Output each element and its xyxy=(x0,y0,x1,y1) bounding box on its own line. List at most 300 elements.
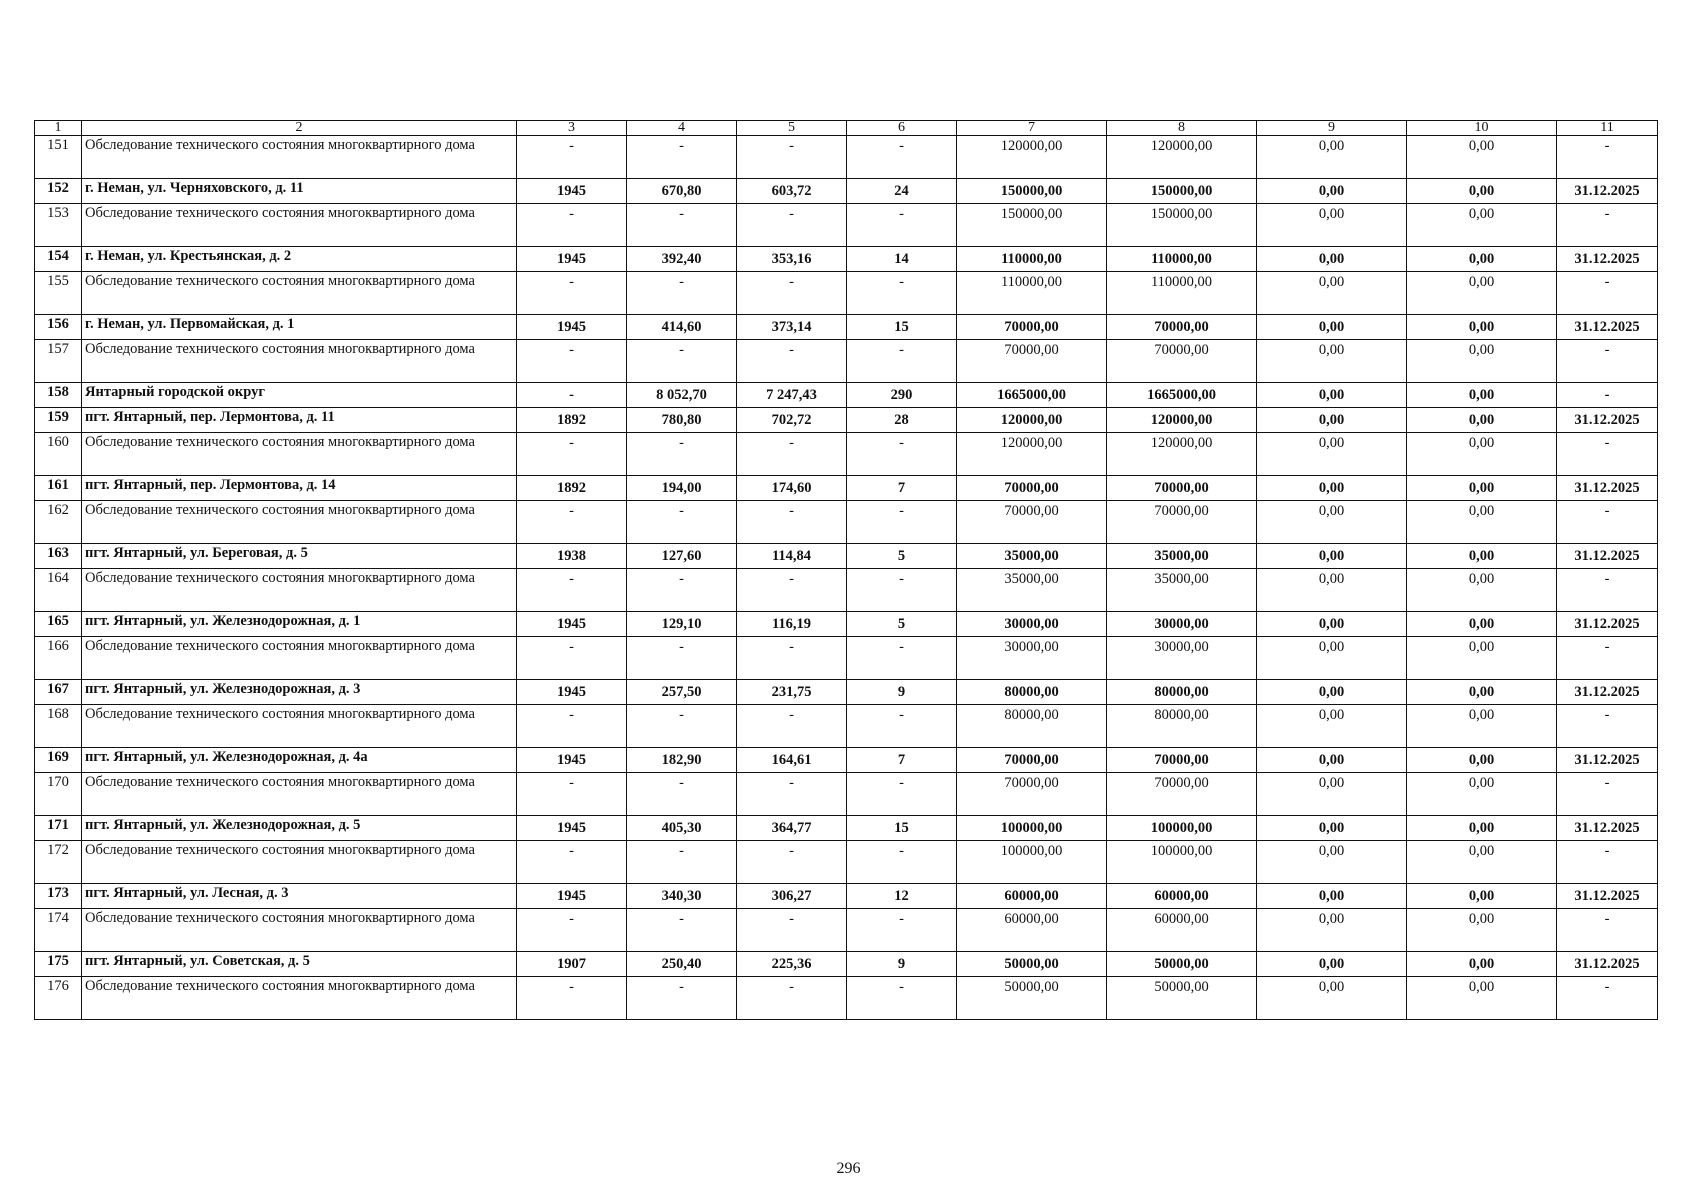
row-name-cell: Обследование технического состояния многоквартирного дома xyxy=(82,204,517,247)
table-cell: 0,00 xyxy=(1257,408,1407,433)
table-row xyxy=(35,179,1658,204)
table-cell: 31.12.2025 xyxy=(1557,544,1658,569)
column-header: 10 xyxy=(1407,121,1557,136)
table-cell: - xyxy=(627,204,737,247)
table-cell: 120000,00 xyxy=(1107,408,1257,433)
table-cell: 30000,00 xyxy=(1107,637,1257,680)
row-number-cell: 159 xyxy=(35,408,82,433)
column-header: 7 xyxy=(957,121,1107,136)
table-cell: 7 xyxy=(847,476,957,501)
table-row xyxy=(35,501,1658,544)
row-name-cell: пгт. Янтарный, ул. Береговая, д. 5 xyxy=(82,544,517,569)
table-cell: - xyxy=(847,272,957,315)
table-cell: - xyxy=(847,433,957,476)
table-cell: 150000,00 xyxy=(1107,204,1257,247)
table-cell: 110000,00 xyxy=(957,247,1107,272)
row-number-cell: 175 xyxy=(35,952,82,977)
table-cell: 702,72 xyxy=(737,408,847,433)
table-cell: 306,27 xyxy=(737,884,847,909)
table-cell: 0,00 xyxy=(1257,136,1407,179)
table-cell: 15 xyxy=(847,816,957,841)
table-cell: - xyxy=(1557,204,1658,247)
row-name-cell: пгт. Янтарный, пер. Лермонтова, д. 11 xyxy=(82,408,517,433)
table-row xyxy=(35,315,1658,340)
table-cell: 100000,00 xyxy=(1107,816,1257,841)
row-name-cell: Обследование технического состояния многоквартирного дома xyxy=(82,977,517,1020)
table-cell: - xyxy=(737,204,847,247)
table-cell: 0,00 xyxy=(1257,272,1407,315)
row-number-cell: 166 xyxy=(35,637,82,680)
table-cell: 0,00 xyxy=(1407,501,1557,544)
table-cell: 0,00 xyxy=(1407,977,1557,1020)
row-name-cell: Обследование технического состояния многоквартирного дома xyxy=(82,272,517,315)
table-cell: - xyxy=(517,841,627,884)
table-row xyxy=(35,136,1658,179)
table-cell: 225,36 xyxy=(737,952,847,977)
table-cell: 14 xyxy=(847,247,957,272)
row-name-cell: Обследование технического состояния многоквартирного дома xyxy=(82,705,517,748)
page-number: 296 xyxy=(836,1160,861,1177)
table-cell: 1945 xyxy=(517,748,627,773)
table-cell: - xyxy=(627,340,737,383)
table-cell: 0,00 xyxy=(1257,569,1407,612)
table-cell: - xyxy=(737,977,847,1020)
table-cell: - xyxy=(517,773,627,816)
table-cell: 257,50 xyxy=(627,680,737,705)
table-cell: 1938 xyxy=(517,544,627,569)
table-row xyxy=(35,544,1658,569)
document-table-container xyxy=(34,120,1657,1020)
table-cell: 50000,00 xyxy=(1107,977,1257,1020)
table-cell: 110000,00 xyxy=(1107,272,1257,315)
table-cell: 0,00 xyxy=(1407,340,1557,383)
table-cell: 70000,00 xyxy=(957,748,1107,773)
table-row xyxy=(35,612,1658,637)
table-cell: - xyxy=(1557,909,1658,952)
table-cell: 0,00 xyxy=(1407,544,1557,569)
table-cell: 0,00 xyxy=(1257,977,1407,1020)
table-cell: 100000,00 xyxy=(957,841,1107,884)
table-cell: 30000,00 xyxy=(957,612,1107,637)
table-cell: - xyxy=(847,977,957,1020)
table-cell: 70000,00 xyxy=(1107,476,1257,501)
table-cell: 60000,00 xyxy=(957,884,1107,909)
table-cell: 0,00 xyxy=(1407,569,1557,612)
table-cell: 414,60 xyxy=(627,315,737,340)
table-row xyxy=(35,705,1658,748)
table-cell: - xyxy=(627,705,737,748)
table-body xyxy=(35,136,1658,1020)
table-cell: - xyxy=(737,841,847,884)
table-cell: 114,84 xyxy=(737,544,847,569)
table-cell: 31.12.2025 xyxy=(1557,680,1658,705)
row-number-cell: 156 xyxy=(35,315,82,340)
table-row xyxy=(35,569,1658,612)
row-name-cell: Обследование технического состояния многоквартирного дома xyxy=(82,433,517,476)
table-cell: 0,00 xyxy=(1257,501,1407,544)
row-name-cell: Обследование технического состояния многоквартирного дома xyxy=(82,136,517,179)
table-cell: 1665000,00 xyxy=(957,383,1107,408)
row-name-cell: Обследование технического состояния многоквартирного дома xyxy=(82,569,517,612)
table-cell: - xyxy=(1557,637,1658,680)
table-cell: - xyxy=(737,773,847,816)
table-cell: - xyxy=(627,501,737,544)
table-cell: 0,00 xyxy=(1407,476,1557,501)
table-cell: 31.12.2025 xyxy=(1557,247,1658,272)
table-cell: 120000,00 xyxy=(957,408,1107,433)
row-number-cell: 168 xyxy=(35,705,82,748)
table-cell: 31.12.2025 xyxy=(1557,612,1658,637)
table-cell: 150000,00 xyxy=(957,179,1107,204)
table-cell: - xyxy=(517,383,627,408)
column-header: 11 xyxy=(1557,121,1658,136)
table-cell: 110000,00 xyxy=(957,272,1107,315)
table-cell: - xyxy=(627,569,737,612)
table-cell: 0,00 xyxy=(1257,612,1407,637)
row-name-cell: пгт. Янтарный, ул. Железнодорожная, д. 5 xyxy=(82,816,517,841)
row-number-cell: 155 xyxy=(35,272,82,315)
table-cell: 0,00 xyxy=(1257,315,1407,340)
table-cell: 0,00 xyxy=(1257,204,1407,247)
table-cell: 0,00 xyxy=(1257,816,1407,841)
table-cell: 60000,00 xyxy=(1107,884,1257,909)
table-cell: 7 247,43 xyxy=(737,383,847,408)
table-cell: - xyxy=(517,501,627,544)
table-cell: - xyxy=(847,773,957,816)
table-cell: 0,00 xyxy=(1257,841,1407,884)
table-cell: - xyxy=(1557,383,1658,408)
table-cell: 0,00 xyxy=(1407,773,1557,816)
table-cell: 70000,00 xyxy=(957,773,1107,816)
table-cell: 0,00 xyxy=(1407,315,1557,340)
table-cell: - xyxy=(847,340,957,383)
table-cell: - xyxy=(517,433,627,476)
row-number-cell: 163 xyxy=(35,544,82,569)
table-cell: - xyxy=(517,977,627,1020)
table-cell: - xyxy=(517,909,627,952)
table-cell: - xyxy=(737,272,847,315)
table-cell: - xyxy=(737,705,847,748)
table-cell: - xyxy=(847,204,957,247)
row-number-cell: 153 xyxy=(35,204,82,247)
table-cell: - xyxy=(1557,841,1658,884)
table-cell: - xyxy=(627,433,737,476)
table-cell: 0,00 xyxy=(1257,383,1407,408)
table-cell: - xyxy=(1557,773,1658,816)
table-cell: 0,00 xyxy=(1257,340,1407,383)
table-cell: 0,00 xyxy=(1407,272,1557,315)
table-cell: 110000,00 xyxy=(1107,247,1257,272)
table-cell: 116,19 xyxy=(737,612,847,637)
table-cell: 31.12.2025 xyxy=(1557,476,1658,501)
table-cell: 9 xyxy=(847,680,957,705)
table-row xyxy=(35,952,1658,977)
row-number-cell: 167 xyxy=(35,680,82,705)
table-cell: 30000,00 xyxy=(1107,612,1257,637)
table-cell: 31.12.2025 xyxy=(1557,315,1658,340)
table-row xyxy=(35,816,1658,841)
table-cell: 24 xyxy=(847,179,957,204)
row-name-cell: Обследование технического состояния многоквартирного дома xyxy=(82,773,517,816)
table-cell: 120000,00 xyxy=(957,433,1107,476)
table-cell: 80000,00 xyxy=(1107,705,1257,748)
table-cell: 35000,00 xyxy=(957,544,1107,569)
row-name-cell: пгт. Янтарный, ул. Советская, д. 5 xyxy=(82,952,517,977)
table-cell: - xyxy=(517,637,627,680)
table-cell: 31.12.2025 xyxy=(1557,952,1658,977)
table-row xyxy=(35,340,1658,383)
table-cell: - xyxy=(737,433,847,476)
column-header: 3 xyxy=(517,121,627,136)
table-cell: 0,00 xyxy=(1407,637,1557,680)
table-cell: 0,00 xyxy=(1257,773,1407,816)
column-header: 2 xyxy=(82,121,517,136)
table-cell: 31.12.2025 xyxy=(1557,179,1658,204)
table-cell: 0,00 xyxy=(1257,884,1407,909)
table-cell: 0,00 xyxy=(1257,680,1407,705)
table-row xyxy=(35,383,1658,408)
row-name-cell: пгт. Янтарный, ул. Лесная, д. 3 xyxy=(82,884,517,909)
table-cell: - xyxy=(517,340,627,383)
table-cell: 31.12.2025 xyxy=(1557,408,1658,433)
table-cell: 603,72 xyxy=(737,179,847,204)
table-row xyxy=(35,977,1658,1020)
table-cell: 1945 xyxy=(517,247,627,272)
table-cell: 70000,00 xyxy=(1107,315,1257,340)
table-cell: - xyxy=(847,909,957,952)
table-cell: 12 xyxy=(847,884,957,909)
table-cell: 35000,00 xyxy=(1107,544,1257,569)
table-row xyxy=(35,204,1658,247)
table-cell: 364,77 xyxy=(737,816,847,841)
table-row xyxy=(35,884,1658,909)
table-cell: 70000,00 xyxy=(957,501,1107,544)
table-cell: - xyxy=(847,136,957,179)
row-number-cell: 173 xyxy=(35,884,82,909)
table-cell: 670,80 xyxy=(627,179,737,204)
table-cell: 31.12.2025 xyxy=(1557,816,1658,841)
table-row xyxy=(35,841,1658,884)
row-name-cell: пгт. Янтарный, пер. Лермонтова, д. 14 xyxy=(82,476,517,501)
table-cell: 8 052,70 xyxy=(627,383,737,408)
table-cell: 0,00 xyxy=(1407,952,1557,977)
table-cell: 194,00 xyxy=(627,476,737,501)
table-cell: 150000,00 xyxy=(957,204,1107,247)
table-cell: 0,00 xyxy=(1407,433,1557,476)
table-cell: 0,00 xyxy=(1257,544,1407,569)
column-header: 8 xyxy=(1107,121,1257,136)
table-cell: 30000,00 xyxy=(957,637,1107,680)
table-header-row xyxy=(35,121,1658,136)
table-cell: 120000,00 xyxy=(1107,136,1257,179)
table-row xyxy=(35,680,1658,705)
table-cell: 0,00 xyxy=(1407,748,1557,773)
table-cell: 70000,00 xyxy=(957,315,1107,340)
table-cell: 0,00 xyxy=(1407,680,1557,705)
table-cell: 0,00 xyxy=(1257,179,1407,204)
table-row xyxy=(35,408,1658,433)
table-cell: 0,00 xyxy=(1407,884,1557,909)
table-cell: 0,00 xyxy=(1407,816,1557,841)
table-cell: 405,30 xyxy=(627,816,737,841)
table-cell: 1945 xyxy=(517,179,627,204)
table-cell: - xyxy=(847,637,957,680)
table-cell: 80000,00 xyxy=(957,680,1107,705)
table-cell: 0,00 xyxy=(1407,408,1557,433)
table-cell: - xyxy=(1557,977,1658,1020)
table-cell: 7 xyxy=(847,748,957,773)
row-name-cell: Обследование технического состояния многоквартирного дома xyxy=(82,340,517,383)
table-cell: - xyxy=(627,909,737,952)
row-number-cell: 165 xyxy=(35,612,82,637)
table-cell: 1945 xyxy=(517,680,627,705)
table-cell: - xyxy=(627,272,737,315)
table-cell: 0,00 xyxy=(1407,909,1557,952)
table-cell: 0,00 xyxy=(1257,909,1407,952)
row-name-cell: Обследование технического состояния многоквартирного дома xyxy=(82,501,517,544)
table-cell: 353,16 xyxy=(737,247,847,272)
row-name-cell: Янтарный городской округ xyxy=(82,383,517,408)
table-cell: 0,00 xyxy=(1407,204,1557,247)
table-cell: 1945 xyxy=(517,612,627,637)
table-cell: - xyxy=(737,637,847,680)
table-cell: 35000,00 xyxy=(1107,569,1257,612)
table-cell: 250,40 xyxy=(627,952,737,977)
table-cell: 373,14 xyxy=(737,315,847,340)
row-name-cell: пгт. Янтарный, ул. Железнодорожная, д. 4а xyxy=(82,748,517,773)
table-cell: 50000,00 xyxy=(957,952,1107,977)
data-table xyxy=(34,120,1658,1020)
table-cell: 70000,00 xyxy=(1107,773,1257,816)
row-name-cell: г. Неман, ул. Крестьянская, д. 2 xyxy=(82,247,517,272)
table-cell: 150000,00 xyxy=(1107,179,1257,204)
table-cell: 0,00 xyxy=(1407,179,1557,204)
table-cell: 1945 xyxy=(517,816,627,841)
column-header: 5 xyxy=(737,121,847,136)
table-row xyxy=(35,247,1658,272)
table-cell: - xyxy=(1557,340,1658,383)
table-cell: - xyxy=(627,136,737,179)
table-cell: 80000,00 xyxy=(1107,680,1257,705)
row-number-cell: 169 xyxy=(35,748,82,773)
table-cell: 290 xyxy=(847,383,957,408)
table-cell: 0,00 xyxy=(1257,952,1407,977)
table-cell: 50000,00 xyxy=(957,977,1107,1020)
table-cell: 70000,00 xyxy=(957,340,1107,383)
row-number-cell: 161 xyxy=(35,476,82,501)
table-cell: - xyxy=(627,773,737,816)
table-cell: 120000,00 xyxy=(1107,433,1257,476)
table-cell: 392,40 xyxy=(627,247,737,272)
table-cell: 70000,00 xyxy=(1107,748,1257,773)
table-cell: - xyxy=(847,705,957,748)
table-cell: 0,00 xyxy=(1257,476,1407,501)
table-row xyxy=(35,909,1658,952)
table-cell: 127,60 xyxy=(627,544,737,569)
table-row xyxy=(35,637,1658,680)
table-cell: - xyxy=(1557,569,1658,612)
table-cell: 0,00 xyxy=(1257,705,1407,748)
row-name-cell: Обследование технического состояния многоквартирного дома xyxy=(82,841,517,884)
table-cell: 0,00 xyxy=(1257,247,1407,272)
column-header: 6 xyxy=(847,121,957,136)
row-number-cell: 172 xyxy=(35,841,82,884)
column-header: 4 xyxy=(627,121,737,136)
table-cell: 164,61 xyxy=(737,748,847,773)
table-cell: 1945 xyxy=(517,884,627,909)
table-cell: 0,00 xyxy=(1407,247,1557,272)
table-cell: - xyxy=(737,136,847,179)
row-number-cell: 176 xyxy=(35,977,82,1020)
table-cell: 80000,00 xyxy=(957,705,1107,748)
row-number-cell: 170 xyxy=(35,773,82,816)
row-number-cell: 151 xyxy=(35,136,82,179)
table-cell: - xyxy=(1557,501,1658,544)
table-cell: 60000,00 xyxy=(1107,909,1257,952)
table-cell: 1665000,00 xyxy=(1107,383,1257,408)
row-number-cell: 171 xyxy=(35,816,82,841)
row-number-cell: 174 xyxy=(35,909,82,952)
table-cell: 120000,00 xyxy=(957,136,1107,179)
table-row xyxy=(35,433,1658,476)
table-cell: - xyxy=(1557,272,1658,315)
table-cell: - xyxy=(517,705,627,748)
table-row xyxy=(35,773,1658,816)
table-cell: 70000,00 xyxy=(1107,501,1257,544)
row-number-cell: 154 xyxy=(35,247,82,272)
table-cell: 1945 xyxy=(517,315,627,340)
table-cell: 1907 xyxy=(517,952,627,977)
table-cell: 1892 xyxy=(517,408,627,433)
table-cell: 0,00 xyxy=(1407,383,1557,408)
table-row xyxy=(35,748,1658,773)
table-cell: 0,00 xyxy=(1407,136,1557,179)
table-cell: 60000,00 xyxy=(957,909,1107,952)
row-name-cell: Обследование технического состояния многоквартирного дома xyxy=(82,909,517,952)
row-number-cell: 152 xyxy=(35,179,82,204)
table-cell: - xyxy=(737,501,847,544)
row-number-cell: 164 xyxy=(35,569,82,612)
table-cell: 9 xyxy=(847,952,957,977)
table-cell: 50000,00 xyxy=(1107,952,1257,977)
table-cell: - xyxy=(847,841,957,884)
table-cell: 70000,00 xyxy=(957,476,1107,501)
table-cell: 31.12.2025 xyxy=(1557,748,1658,773)
table-cell: 31.12.2025 xyxy=(1557,884,1658,909)
table-cell: 0,00 xyxy=(1257,637,1407,680)
table-cell: - xyxy=(737,569,847,612)
table-cell: 780,80 xyxy=(627,408,737,433)
row-number-cell: 158 xyxy=(35,383,82,408)
table-cell: 35000,00 xyxy=(957,569,1107,612)
table-cell: - xyxy=(1557,705,1658,748)
table-cell: - xyxy=(847,501,957,544)
table-cell: 5 xyxy=(847,544,957,569)
table-cell: - xyxy=(847,569,957,612)
table-cell: 340,30 xyxy=(627,884,737,909)
table-cell: - xyxy=(517,569,627,612)
row-number-cell: 160 xyxy=(35,433,82,476)
row-name-cell: Обследование технического состояния многоквартирного дома xyxy=(82,637,517,680)
table-cell: 0,00 xyxy=(1407,841,1557,884)
row-name-cell: г. Неман, ул. Черняховского, д. 11 xyxy=(82,179,517,204)
table-cell: 15 xyxy=(847,315,957,340)
table-cell: 129,10 xyxy=(627,612,737,637)
table-cell: 5 xyxy=(847,612,957,637)
table-cell: 70000,00 xyxy=(1107,340,1257,383)
table-cell: 100000,00 xyxy=(1107,841,1257,884)
table-row xyxy=(35,272,1658,315)
